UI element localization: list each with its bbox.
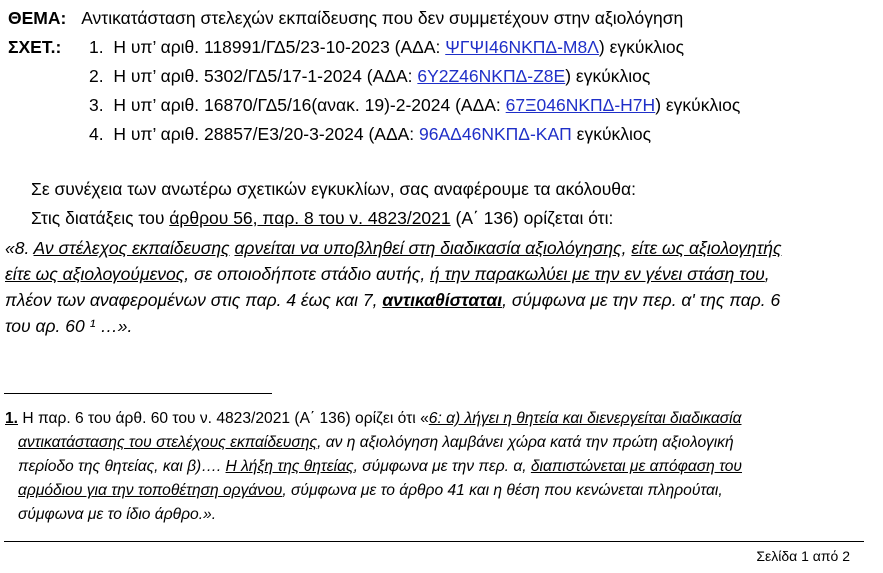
reference-suffix: εγκύκλιος (571, 124, 652, 144)
footnote-emphasis: 6: α) λήγει η θητεία και διενεργείται διαδικασία (428, 410, 742, 427)
page-number: Σελίδα 1 από 2 (756, 548, 850, 564)
reference-item (89, 94, 740, 116)
reference-text: Η υπ’ αριθ. 28857/Ε3/20-3-2024 (ΑΔΑ: (113, 124, 420, 144)
subject-text: Αντικατάσταση στελεχών εκπαίδευσης που δεν συμμετέχουν στην αξιολόγηση (81, 8, 684, 28)
footnote-line (18, 432, 734, 453)
footnote-text: , σύμφωνα με την περ. α, (353, 458, 531, 475)
reference-text: Η υπ’ αριθ. 5302/ΓΔ5/17-1-2024 (ΑΔΑ: (113, 66, 418, 86)
quote-emphasis: είτε ως αξιολογούμενος (5, 264, 185, 284)
reference-suffix: ) εγκύκλιος (565, 66, 651, 86)
footnote-number: 1. (5, 410, 19, 427)
footnote-text: περίοδο της θητείας, και β)…. (18, 458, 226, 475)
reference-label: ΣΧΕΤ.: (8, 37, 62, 57)
footnote-line (18, 456, 742, 477)
quote-text: πλέον των αναφερομένων στις παρ. 4 έως και 7, (5, 290, 383, 310)
reference-number: 3. (89, 95, 104, 115)
footnote-emphasis: Η λήξη της θητείας (225, 458, 354, 475)
quote-emphasis: αρνείται να υποβληθεί στη διαδικασία αξιολόγησης (234, 238, 622, 258)
reference-suffix: ) εγκύκλιος (598, 37, 685, 57)
quote-emphasis: Αν στέλεχος εκπαίδευσης (33, 238, 230, 258)
page-footer-rule (4, 541, 864, 542)
footnote-separator (4, 393, 272, 394)
ada-link[interactable]: 6Υ2Ζ46ΝΚΠΔ-Ζ8Ε (417, 66, 566, 86)
quote-text: «8. (5, 238, 34, 258)
quote-keyword: αντικαθίσταται (382, 290, 503, 310)
reference-number: 1. (89, 37, 104, 57)
law-article-reference: άρθρου 56, παρ. 8 του ν. 4823/2021 (169, 208, 451, 228)
ada-link[interactable]: 96ΑΔ46ΝΚΠΔ-ΚΑΠ (419, 124, 572, 144)
footnote-line (18, 480, 723, 501)
quote-emphasis: ή την παρακωλύει με την εν γένει στάση του (430, 264, 765, 284)
quote-text: , σε οποιοδήποτε στάδιο αυτής, (184, 264, 431, 284)
provision-text: Στις διατάξεις του (31, 208, 170, 228)
quote-text: , (764, 264, 770, 284)
reference-text: Η υπ’ αριθ. 16870/ΓΔ5/16(ανακ. 19)-2-2024 (ΑΔΑ: (113, 95, 506, 115)
footnote-emphasis: αντικατάστασης του στελέχους εκπαίδευσης (18, 434, 318, 451)
footnote-line (5, 408, 741, 429)
footnote-emphasis: αρμόδιου για την τοποθέτηση οργάνου (18, 482, 283, 499)
subject-line (8, 7, 683, 29)
subject-label: ΘΕΜΑ: (8, 8, 67, 28)
reference-number: 2. (89, 66, 104, 86)
footnote-text: Η παρ. 6 του άρθ. 60 του ν. 4823/2021 (Α΄ 136) ορίζει ότι « (18, 410, 429, 427)
footnote-line: σύμφωνα με το ίδιο άρθρο.». (18, 506, 217, 523)
footnote-emphasis: διαπιστώνεται με απόφαση του (530, 458, 742, 475)
reference-item (89, 123, 651, 145)
quote-line: του αρ. 60 ¹ …». (5, 316, 133, 336)
reference-text: Η υπ’ αριθ. 118991/ΓΔ5/23-10-2023 (ΑΔΑ: (113, 37, 446, 57)
quote-line (5, 289, 780, 311)
footnote-text: , αν η αξιολόγηση λαμβάνει χώρα κατά την πρώτη αξιολογική (317, 434, 734, 451)
provision-text: (Α΄ 136) ορίζεται ότι: (450, 208, 614, 228)
footnote-text: , σύμφωνα με το άρθρο 41 και η θέση που κενώνεται πληρούται, (282, 482, 723, 499)
quote-text: , σύμφωνα με την περ. α' της παρ. 6 (502, 290, 781, 310)
reference-suffix: ) εγκύκλιος (655, 95, 741, 115)
reference-item (89, 65, 650, 87)
quote-emphasis: είτε ως αξιολογητής (631, 238, 782, 258)
ada-link[interactable]: 67Ξ046ΝΚΠΔ-Η7Η (505, 95, 656, 115)
quote-line (5, 263, 770, 285)
reference-number: 4. (89, 124, 104, 144)
ada-link[interactable]: ΨΓΨΙ46ΝΚΠΔ-Μ8Λ (445, 37, 599, 57)
quote-text: , (621, 238, 632, 258)
reference-item (89, 36, 684, 58)
provision-paragraph (31, 207, 613, 229)
quote-line (5, 237, 781, 259)
intro-paragraph: Σε συνέχεια των ανωτέρω σχετικών εγκυκλίων, σας αναφέρουμε τα ακόλουθα: (31, 179, 637, 199)
